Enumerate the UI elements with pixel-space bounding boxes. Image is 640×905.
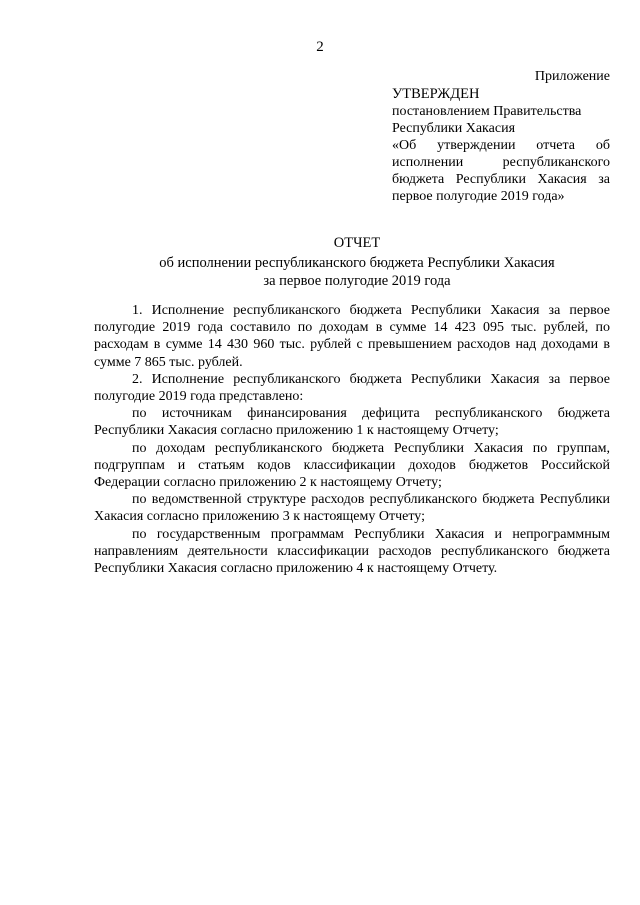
approval-line-4: исполнении республиканского bbox=[392, 155, 610, 170]
paragraph-3: по источникам финансирования дефицита республиканского бюджета Республики Хакасия согласно приложению 1 к настоящему Отчету; bbox=[94, 406, 610, 439]
page-number: 2 bbox=[316, 39, 324, 55]
report-title: ОТЧЕТ bbox=[333, 235, 381, 251]
approval-line-6: первое полугодие 2019 года» bbox=[392, 189, 565, 204]
paragraph-2: 2. Исполнение республиканского бюджета Республики Хакасия за первое полугодие 2019 года представлено: bbox=[94, 371, 610, 405]
approval-line-2: Республики Хакасия bbox=[392, 121, 516, 136]
approval-block bbox=[392, 68, 610, 205]
report-body bbox=[94, 302, 610, 577]
appendix-label: Приложение bbox=[534, 69, 610, 84]
approved-label: УТВЕРЖДЕН bbox=[392, 86, 480, 102]
report-subtitle-line-1: об исполнении республиканского бюджета Республики Хакасия bbox=[159, 255, 555, 271]
approval-line-1: постановлением Правительства bbox=[392, 104, 582, 119]
approval-line-3: «Об утверждении отчета об bbox=[392, 138, 610, 153]
paragraph-6: по государственным программам Республики Хакасия и непрограммным направлениям деятельности классификации расходов республиканского бюджета Республики Хакасия согласно приложению 4 к настоящему Отчету. bbox=[94, 526, 610, 577]
paragraph-4: по доходам республиканского бюджета Республики Хакасия по группам, подгруппам и статьям кодов классификации доходов бюджетов Российской Федерации согласно приложению 2 к настоящему Отчету; bbox=[94, 440, 610, 491]
report-subtitle-line-2: за первое полугодие 2019 года bbox=[263, 273, 451, 289]
report-heading bbox=[0, 234, 640, 290]
paragraph-5: по ведомственной структуре расходов республиканского бюджета Республики Хакасия согласно приложению 3 к настоящему Отчету; bbox=[94, 492, 610, 525]
paragraph-1: 1. Исполнение республиканского бюджета Республики Хакасия за первое полугодие 2019 года составило по доходам в сумме 14 423 095 тыс. рублей, по расходам в сумме 14 430 960 тыс. рублей с превышением расходов над доходами в сумме 7 865 тыс. рублей. bbox=[94, 303, 610, 370]
approval-line-5: бюджета Республики Хакасия за bbox=[392, 172, 610, 187]
